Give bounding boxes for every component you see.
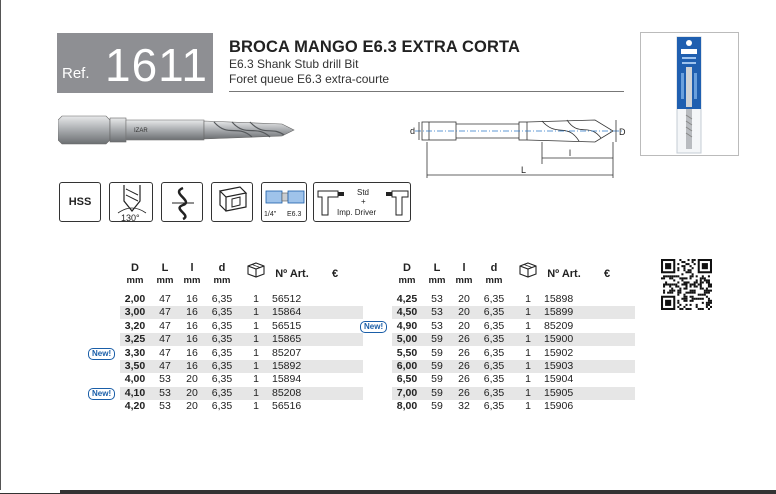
- header-unit: mm: [156, 275, 174, 286]
- cell-art: 15865: [272, 333, 302, 346]
- cell-l: 26: [458, 373, 470, 386]
- driver-compat-icon: [313, 182, 411, 222]
- cell-l: 26: [458, 346, 470, 359]
- cell-D: 3,00: [124, 306, 146, 319]
- cell-art: 15892: [272, 360, 302, 372]
- hss-icon: [59, 182, 101, 222]
- cell-q: 1: [253, 346, 259, 359]
- table-row: [120, 320, 363, 333]
- cell-q: 1: [525, 373, 531, 386]
- new-badge: New!: [360, 321, 387, 333]
- cell-L: 53: [159, 386, 171, 399]
- header-title: €: [331, 268, 339, 280]
- cell-D: 4,00: [124, 373, 146, 386]
- size-table-left: [92, 262, 363, 432]
- cell-L: 59: [431, 360, 443, 372]
- cell-L: 47: [159, 319, 171, 332]
- cell-L: 47: [159, 346, 171, 359]
- cell-q: 1: [525, 346, 531, 359]
- cell-D: 3,20: [124, 319, 146, 332]
- cell-q: 1: [253, 306, 259, 319]
- driver-label: Imp. Driver: [337, 208, 377, 217]
- cell-D: 3,25: [124, 333, 146, 346]
- page-border-bottom: [0, 490, 776, 494]
- cell-D: 3,50: [124, 360, 146, 372]
- table-row: [92, 386, 363, 400]
- cell-D: 3,30: [124, 346, 146, 359]
- cell-art: 15900: [544, 333, 574, 346]
- table-row: [120, 333, 363, 346]
- cell-q: 1: [253, 400, 259, 413]
- cell-l: 20: [458, 306, 470, 319]
- cell-L: 53: [159, 400, 171, 413]
- cell-D: 8,00: [396, 400, 418, 413]
- table-row: [392, 333, 635, 346]
- header-title: d: [218, 262, 226, 274]
- cell-art: 15904: [544, 373, 574, 386]
- drill-photo-icon: [58, 110, 298, 150]
- cell-q: 1: [525, 386, 531, 399]
- cell-l: 26: [458, 333, 470, 346]
- header-cell: [540, 268, 588, 280]
- cell-L: 59: [431, 400, 443, 413]
- cell-l: 16: [186, 306, 198, 319]
- cell-q: 1: [525, 400, 531, 413]
- cell-art: 85209: [544, 319, 574, 332]
- shank-left-label: 1/4": [264, 211, 277, 218]
- header-cell: [476, 262, 512, 287]
- cell-art: 15905: [544, 386, 574, 399]
- table-row: [392, 306, 635, 319]
- cell-D: 7,00: [396, 386, 418, 399]
- cell-D: 2,00: [124, 293, 146, 305]
- cell-d: 6,35: [211, 333, 233, 346]
- product-title-en: E6.3 Shank Stub drill Bit: [229, 57, 359, 71]
- cell-L: 47: [159, 333, 171, 346]
- table-row: [392, 360, 635, 373]
- header-unit: mm: [183, 275, 201, 286]
- cell-l: 16: [186, 360, 198, 372]
- table-row: [392, 373, 635, 386]
- cell-D: 4,25: [396, 293, 418, 305]
- package-qty-icon: [247, 262, 265, 278]
- table-row: [120, 373, 363, 386]
- cell-l: 16: [186, 346, 198, 359]
- header-cell: [180, 262, 204, 287]
- cell-l: 20: [186, 386, 198, 399]
- cell-d: 6,35: [483, 333, 505, 346]
- package-qty-icon: [519, 262, 537, 278]
- header-title: l: [462, 262, 466, 274]
- table-row: [120, 293, 363, 306]
- header-title: L: [161, 262, 169, 274]
- cell-L: 59: [431, 346, 443, 359]
- cell-d: 6,35: [483, 293, 505, 305]
- header-cell: [392, 262, 422, 287]
- product-title: BROCA MANGO E6.3 EXTRA CORTA: [229, 38, 520, 56]
- header-title: l: [190, 262, 194, 274]
- cell-d: 6,35: [211, 360, 233, 372]
- cell-D: 5,00: [396, 333, 418, 346]
- header-unit: mm: [126, 275, 144, 286]
- cell-l: 16: [186, 293, 198, 305]
- dim-d-label: d: [410, 126, 416, 136]
- cell-D: 4,50: [396, 306, 418, 319]
- plus-label: +: [361, 197, 366, 206]
- cell-q: 1: [525, 360, 531, 372]
- table-header: [392, 262, 635, 292]
- header-cell: [152, 262, 178, 287]
- cell-art: 15894: [272, 373, 302, 386]
- product-title-fr: Foret queue E6.3 extra-courte: [229, 72, 390, 86]
- cell-l: 26: [458, 386, 470, 399]
- cell-art: 15902: [544, 346, 574, 359]
- cell-D: 6,50: [396, 373, 418, 386]
- table-row: [120, 360, 363, 373]
- dim-L-label: L: [521, 165, 527, 175]
- dim-l-label: l: [569, 148, 571, 158]
- cell-L: 59: [431, 386, 443, 399]
- header-cell: [244, 262, 268, 281]
- hss-label: HSS: [68, 196, 92, 208]
- package-image: [640, 32, 739, 156]
- std-label: Std: [357, 188, 370, 197]
- header-cell: [320, 268, 350, 280]
- table-row: [392, 400, 635, 413]
- cell-d: 6,35: [483, 319, 505, 332]
- cell-q: 1: [525, 319, 531, 332]
- reference-box: [57, 33, 213, 93]
- cell-l: 32: [458, 400, 470, 413]
- header-unit: mm: [455, 275, 473, 286]
- cell-L: 53: [431, 293, 443, 305]
- header-title: D: [131, 262, 139, 274]
- cell-q: 1: [253, 293, 259, 305]
- ref-number: 1611: [105, 39, 208, 91]
- header-title: d: [490, 262, 498, 274]
- hex-shank-icon: [261, 182, 307, 222]
- header-title: L: [433, 262, 441, 274]
- cell-q: 1: [525, 293, 531, 305]
- table-row: [120, 306, 363, 319]
- new-badge: New!: [88, 388, 115, 400]
- size-table-right: [364, 262, 635, 432]
- drill-brand-mark: IZAR: [134, 128, 148, 134]
- cell-l: 20: [186, 400, 198, 413]
- package-blister-icon: [641, 33, 738, 155]
- cell-L: 53: [159, 373, 171, 386]
- cell-D: 4,90: [396, 319, 418, 332]
- cell-l: 20: [458, 293, 470, 305]
- drill-tip-130-icon: [110, 183, 154, 223]
- new-badge: New!: [88, 348, 115, 360]
- dim-D-label: D: [619, 127, 626, 137]
- table-row: [392, 347, 635, 360]
- cell-art: 15898: [544, 293, 574, 305]
- cell-art: 56512: [272, 293, 302, 305]
- cell-q: 1: [525, 333, 531, 346]
- cell-art: 85207: [272, 346, 302, 359]
- qr-code-icon[interactable]: [661, 259, 712, 310]
- header-cell: [592, 268, 622, 280]
- cell-art: 15906: [544, 400, 574, 413]
- cell-l: 20: [458, 319, 470, 332]
- cell-L: 59: [431, 333, 443, 346]
- shank-right-label: E6.3: [287, 211, 302, 218]
- cell-d: 6,35: [211, 346, 233, 359]
- header-unit: mm: [213, 275, 231, 286]
- table-row: [392, 293, 635, 306]
- header-title: €: [603, 268, 611, 280]
- cell-D: 4,10: [124, 386, 146, 399]
- point-angle-icon: [109, 182, 153, 222]
- cell-L: 47: [159, 360, 171, 372]
- cell-L: 59: [431, 373, 443, 386]
- cell-d: 6,35: [483, 400, 505, 413]
- cell-q: 1: [253, 373, 259, 386]
- cell-d: 6,35: [211, 400, 233, 413]
- header-cell: [452, 262, 476, 287]
- table-row: [92, 346, 363, 360]
- angle-label: 130°: [121, 213, 140, 223]
- cell-art: 56515: [272, 319, 302, 332]
- header-unit: mm: [398, 275, 416, 286]
- cell-art: 15864: [272, 306, 302, 319]
- header-unit: mm: [485, 275, 503, 286]
- ref-label: Ref.: [62, 65, 90, 82]
- cell-l: 20: [186, 373, 198, 386]
- header-cell: [204, 262, 240, 287]
- technical-drawing-icon: [407, 108, 632, 183]
- cell-d: 6,35: [211, 373, 233, 386]
- cell-d: 6,35: [211, 386, 233, 399]
- cell-l: 16: [186, 319, 198, 332]
- cell-L: 47: [159, 293, 171, 305]
- cell-d: 6,35: [211, 293, 233, 305]
- header-cell: [424, 262, 450, 287]
- cell-D: 6,00: [396, 360, 418, 372]
- cell-L: 53: [431, 319, 443, 332]
- cell-q: 1: [525, 306, 531, 319]
- cell-d: 6,35: [483, 373, 505, 386]
- cell-q: 1: [253, 386, 259, 399]
- cell-d: 6,35: [211, 306, 233, 319]
- cell-d: 6,35: [483, 346, 505, 359]
- cell-art: 85208: [272, 386, 302, 399]
- cell-q: 1: [253, 319, 259, 332]
- metal-material-icon: [211, 182, 253, 222]
- cell-L: 53: [431, 306, 443, 319]
- page-border-gap: [0, 490, 60, 493]
- header-title: Nº Art.: [275, 268, 309, 280]
- header-title: D: [403, 262, 411, 274]
- table-row: [392, 387, 635, 400]
- cell-art: 56516: [272, 400, 302, 413]
- cell-d: 6,35: [483, 360, 505, 372]
- cell-d: 6,35: [483, 306, 505, 319]
- table-row: [120, 400, 363, 413]
- header-cell: [516, 262, 540, 281]
- cell-art: 15903: [544, 360, 574, 372]
- header-cell: [268, 268, 316, 280]
- cell-d: 6,35: [483, 386, 505, 399]
- header-title: Nº Art.: [547, 268, 581, 280]
- header-unit: mm: [428, 275, 446, 286]
- cell-art: 15899: [544, 306, 574, 319]
- cell-q: 1: [253, 360, 259, 372]
- header-cell: [120, 262, 150, 287]
- cell-D: 4,20: [124, 400, 146, 413]
- page-border-left: [0, 0, 1, 494]
- title-divider: [229, 91, 624, 92]
- cell-l: 26: [458, 360, 470, 372]
- table-header: [120, 262, 363, 292]
- cell-l: 16: [186, 333, 198, 346]
- cell-d: 6,35: [211, 319, 233, 332]
- cell-q: 1: [253, 333, 259, 346]
- table-row: [364, 319, 635, 333]
- split-point-icon: [161, 182, 203, 222]
- cell-D: 5,50: [396, 346, 418, 359]
- cell-L: 47: [159, 306, 171, 319]
